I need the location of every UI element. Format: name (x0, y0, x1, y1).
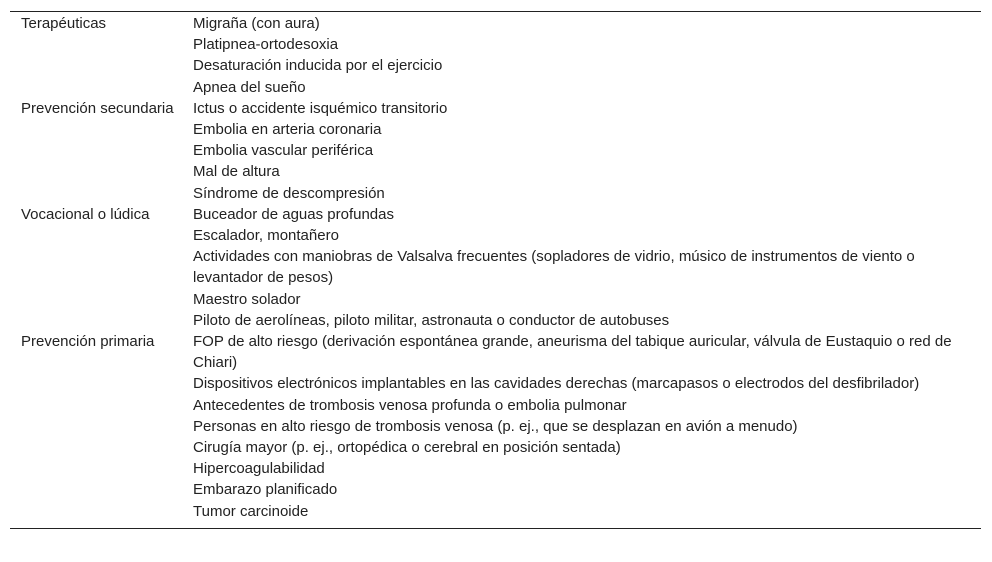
category-cell: Terapéuticas (21, 15, 107, 32)
list-item: Piloto de aerolíneas, piloto militar, astronauta o conductor de autobuses (193, 311, 670, 329)
list-item: Síndrome de descompresión (193, 184, 385, 202)
table-row (10, 204, 981, 331)
list-item: Migraña (con aura) (193, 15, 320, 32)
list-item: Tumor carcinoide (193, 502, 309, 520)
list-item: Cirugía mayor (p. ej., ortopédica o cerebral en posición sentada) (193, 439, 621, 457)
list-item: Hipercoagulabilidad (193, 460, 325, 478)
list-item: Apnea del sueño (193, 78, 306, 96)
items-cell (193, 98, 981, 204)
category-cell: Prevención secundaria (21, 99, 174, 117)
table-row (10, 331, 981, 522)
list-item: Actividades con maniobras de Valsalva frecuentes (sopladores de vidrio, músico de instrumentos de viento o levantador de pesos) (193, 248, 915, 287)
list-item: Embolia vascular periférica (193, 142, 374, 160)
list-item: Embarazo planificado (193, 481, 338, 499)
table-row (10, 98, 981, 204)
items-cell (193, 13, 981, 98)
items-cell (193, 331, 981, 522)
indications-table-grid (10, 13, 981, 522)
category-cell: Vocacional o lúdica (21, 205, 150, 223)
list-item: Mal de altura (193, 163, 280, 181)
list-item: Platipnea-ortodesoxia (193, 36, 339, 54)
list-item: Embolia en arteria coronaria (193, 121, 382, 139)
list-item: FOP de alto riesgo (derivación espontánea grande, aneurisma del tabique auricular, válvula de Eustaquio o red de Chiari) (193, 333, 952, 372)
list-item: Maestro solador (193, 290, 301, 308)
table-row (10, 13, 981, 98)
list-item: Buceador de aguas profundas (193, 205, 394, 223)
category-cell: Prevención primaria (21, 333, 155, 351)
list-item: Escalador, montañero (193, 227, 339, 245)
list-item: Desaturación inducida por el ejercicio (193, 57, 443, 75)
list-item: Antecedentes de trombosis venosa profunda o embolia pulmonar (193, 396, 627, 414)
list-item: Dispositivos electrónicos implantables en las cavidades derechas (marcapasos o electrodos del desfibrilador) (193, 375, 920, 393)
list-item: Personas en alto riesgo de trombosis venosa (p. ej., que se desplazan en avión a menudo) (193, 417, 798, 435)
items-cell (193, 204, 981, 331)
list-item: Ictus o accidente isquémico transitorio (193, 99, 448, 117)
indications-table (10, 11, 981, 529)
